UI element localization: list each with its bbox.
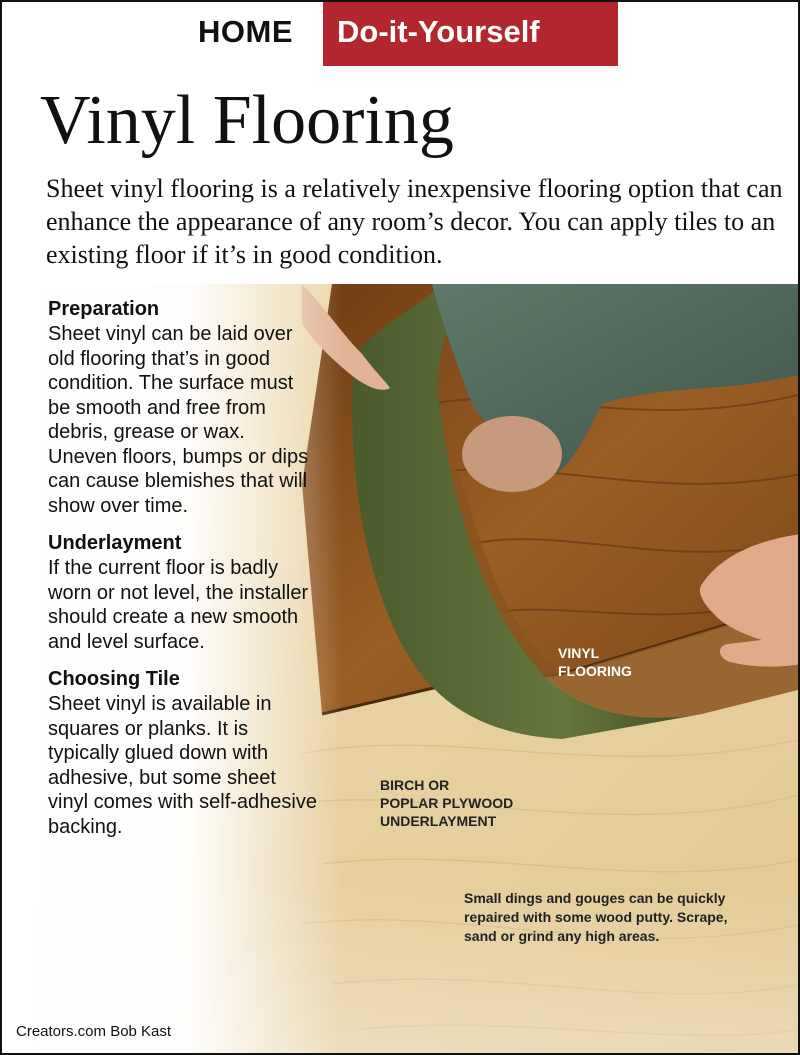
section-heading-preparation: Preparation (48, 298, 160, 320)
section-heading-underlayment: Underlayment (48, 532, 182, 554)
credit-line: Creators.com Bob Kast (16, 1023, 172, 1040)
header (2, 2, 798, 66)
plywood-underlayment-label: BIRCH OR POPLAR PLYWOOD UNDERLAYMENT (380, 777, 514, 829)
sections-column (48, 296, 318, 851)
vinyl-flooring-label: VINYL FLOORING (558, 645, 632, 679)
section-label: HOME (198, 14, 293, 49)
subsection-label: Do-it-Yourself (337, 14, 540, 49)
intro-text: Sheet vinyl flooring is a relatively inexpensive flooring option that can enhance the appearance of any room’s decor. You can apply tiles to an existing floor if it’s in good condition. (46, 174, 783, 269)
section-body-choosing-tile: Sheet vinyl is available in squares or planks. It is typically glued down with adhesive, but some sheet vinyl comes with self-adhesive backing. (48, 693, 317, 838)
repair-caption: Small dings and gouges can be quickly repaired with some wood putty. Scrape, sand or grind any high areas. (464, 890, 728, 944)
section-heading-choosing-tile: Choosing Tile (48, 668, 180, 690)
section-body-underlayment: If the current floor is badly worn or not level, the installer should create a new smooth and level surface. (48, 557, 309, 653)
section-body-preparation: Sheet vinyl can be laid over old flooring that’s in good condition. The surface must be smooth and free from debris, grease or wax. Uneven floors, bumps or dips can cause blemishes that will show over time. (48, 323, 309, 517)
page-title: Vinyl Flooring (40, 82, 454, 159)
